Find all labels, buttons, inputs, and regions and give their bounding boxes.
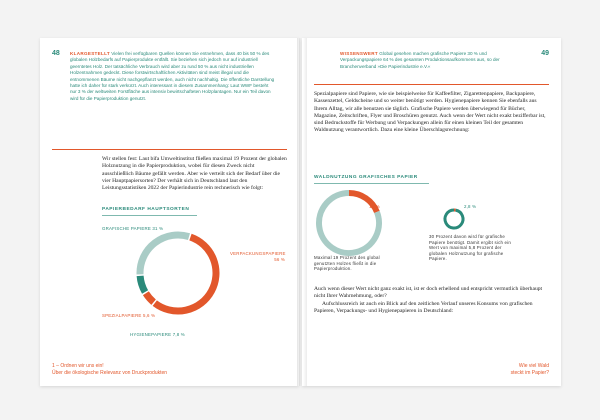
label-verpackungspapiere: VERPACKUNGSPAPIERE 56 % [230, 251, 286, 262]
paragraph: Spezialpapiere sind Papiere, wie sie beispielweise für Kaffeefilter, Zigarettenpapiere, Backpapiere, Kassenzettel, Geldscheine und so weiter benötigt werden. Hygienepapiere kennen Sie ebenfalls aus Ihrem Alltag, wir alle benutzen sie täglich. Grafische Papiere werden überwiegend für Bücher, Magazine, Zeitschriften, Flyer und Broschüren genutzt. Auch wenn der Wert nicht exakt bezifferbar ist, sind Bedruckstoffe für Werbung und Verpackungen allein für einen kleinen Teil der gesamten Waldnutzung verantwortlich. Dazu eine kleine Überschlagsrechnung: [314, 91, 546, 134]
section-heading-papierbedarf: PAPIERBEDARF HAUPTSORTEN [102, 207, 190, 212]
label-spezialpapiere: SPEZIALPAPIERE 5,6 % [102, 313, 156, 318]
donut-slice-hygienepapiere-7-8 [140, 276, 145, 292]
footer-right: Wie viel Wald steckt im Papier? [510, 363, 549, 376]
donut-chart-waldnutzung [302, 38, 561, 386]
book-gutter [297, 38, 307, 386]
label-2-8-prozent: 2,8 % [464, 204, 477, 209]
caption-5-8-prozent: 30 Prozent davon wird für grafische Papiere benötigt. Damit ergibt sich ein Wert von maximal 5,8 Prozent der globalen Holznutzung für grafische Papiere. [429, 234, 511, 262]
sidenote-text: Global gesehen machen grafische Papiere 30 % und Verpackungspapiere 64 % des gesamten Produktionsaufkommens aus, so der Branchenverband »Die Papierindustrie e.V.« [340, 51, 500, 69]
section-heading-waldnutzung: WALDNUTZUNG GRAFISCHES PAPIER [314, 175, 418, 180]
caption-19-prozent: Maximal 19 Prozent des global genutzten Holzes fließt in die Papierproduktion. [314, 255, 380, 272]
donut-slice-spezialpapiere-5-6 [146, 293, 154, 302]
paragraph: Wir stellen fest: Laut bifa Umweltinstitut fließen maximal 19 Prozent der globalen Holznutzung in die Papierproduktion, wobei für diesen Zweck nicht ausschließlich Bäume gefällt werden. Aber wie verteilt sich der Bedarf über die vier Hauptpapiersorten? Der verhält sich in Deutschland laut den Leistungsstatistiken 2022 der Papierindustrie rein rechnerisch wie folgt: [102, 156, 287, 192]
right-page [302, 38, 561, 386]
donut-slice-verpackungspapiere-56 [155, 237, 216, 311]
paragraph: Aufschlussreich ist auch ein Blick auf den zeitlichen Verlauf unseres Konsums von grafischen Papieren, Verpackungs- und Hygienepapieren in Deutschland: [314, 300, 533, 314]
donut-slice-remainder [445, 210, 463, 228]
right-body-text-2 [314, 286, 549, 315]
sidenote-tag: WISSENSWERT [340, 51, 379, 56]
left-page [40, 38, 299, 386]
footer-left: 1 – Ordnen wir uns ein! Über die ökologische Relevanz von Druckprodukten [52, 363, 168, 376]
paragraph: Auch wenn dieser Wert nicht ganz exakt ist, ist er doch erhellend und entspricht vermutlich überhaupt nicht Ihrer Wahrnehmung, oder? [314, 286, 543, 300]
label-19-prozent: 19 % [369, 204, 380, 209]
donut-slice-grafische-papiere-31 [140, 235, 189, 274]
sidenote-text: Vielen frei verfügbaren Quellen können Sie entnehmen, dass 40 bis 50 % des globalen Holzbedarfs auf Papierprodukte entfällt. Sie beziehen sich jedoch nur auf industriell geerntetes Holz. Der tatsächliche Verbrauch wird aber zu rund 50 % aus nicht industriellen Holzentnahmen gedeckt. Diese forstwirtschaftlichen Aktivitäten sind meist illegal und die entnommenen Bäume nicht nachgepflanzt werden, auch nicht nachhaltig. Die öffentliche Darstellung hatte ich daher für stark verkürzt. Auch interessant in diesem Zusammenhang: Laut WWF besteht nur 3 % der weltweiten Forstfläche aus intensiv bewirtschafteten Holzplantagen. Nur ein Teil davon wird für die Papierproduktion genutzt. [70, 51, 275, 101]
magazine-spread [40, 38, 564, 386]
sidenote-tag: KLARGESTELLT [70, 51, 111, 56]
page-number-left: 48 [52, 50, 60, 57]
label-hygienepapiere: HYGIENEPAPIERE 7,8 % [130, 332, 185, 337]
page-number-right: 49 [541, 50, 549, 57]
label-grafische-papiere: GRAFISCHE PAPIERE 31 % [102, 226, 164, 231]
